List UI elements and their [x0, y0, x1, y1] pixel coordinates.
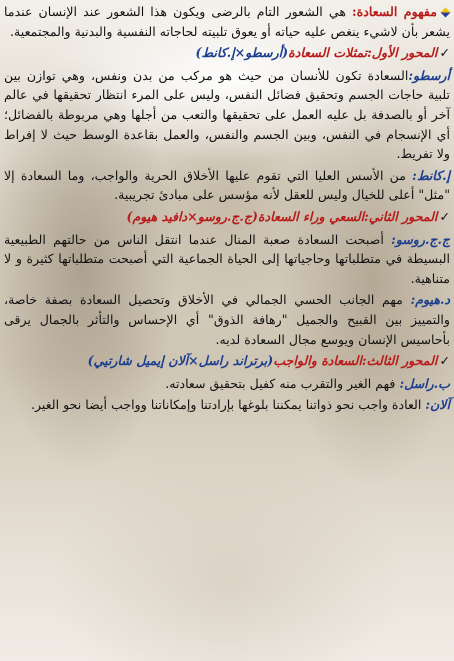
intro-term: مفهوم السعادة:: [352, 4, 437, 19]
section-1-paragraph-1-term: أرسطو:: [408, 67, 450, 83]
section-2-paragraph-1-term: ج.ج.روسو:: [391, 231, 450, 247]
section-2-paragraph-2-text: مهم الجانب الحسي الجمالي في الأخلاق وتحصيل السعادة بصفة خاصة، والتمييز بين القبيح والجميل "رهافة الذوق" أي الإحساس والتأثر بالجمال يرقى بأحاسيس الإنسان ويوسع مجال السعادة لديه.: [4, 292, 450, 347]
section-1-title: المحور الأول:تمثلات السعادة: [288, 45, 438, 61]
section-2-heading: [4, 207, 450, 227]
section-3-paragraph-2: [4, 395, 450, 415]
section-2-title: المحور الثاني:السعي وراء السعادة: [257, 208, 438, 224]
diamond-bullet-icon: [441, 8, 450, 17]
intro-paragraph: [4, 2, 450, 41]
section-3-paragraph-1-text: فهم الغير والتقرب منه كفيل بتحقيق سعادته.: [165, 375, 400, 391]
section-3-paragraph-2-text: العادة واجب نحو ذواتنا يمكننا بلوغها بإرادتنا وإمكاناتنا وواجب أيضا نحو الغير.: [30, 397, 426, 413]
section-2-authors: (ج.ج.روسو×دافيد هيوم): [126, 208, 258, 224]
checkmark-icon: ✓: [439, 353, 450, 369]
section-2-paragraph-1: [4, 230, 450, 289]
section-1-paragraph-2: [4, 166, 450, 205]
section-3-paragraph-1-term: ب.راسل:: [399, 375, 450, 391]
intro-text: هي الشعور التام بالرضى ويكون هذا الشعور عند الإنسان عندما يشعر بأن لاشيء ينغص عليه حياته أو يعوق تلبيته لحاجاته النفسية والبدنية والمجتمعية.: [4, 4, 450, 39]
checkmark-icon: ✓: [439, 45, 450, 61]
section-1-paragraph-1: [4, 66, 450, 164]
checkmark-icon: ✓: [439, 208, 450, 224]
section-3-paragraph-1: [4, 374, 450, 394]
section-3-paragraph-2-term: آلان:: [425, 397, 450, 413]
section-2-paragraph-2: [4, 290, 450, 349]
section-1-authors: (أرسطو×إ.كانط): [195, 45, 289, 61]
document-body: [4, 2, 450, 417]
section-1-paragraph-1-text: السعادة تكون للأنسان من حيث هو مركب من بدن ونفس، وهي توازن بين تلبية حاجات الجسم وتحقيق فضائل النفس، وليس على المرء انتظار تحقيقها في عالم آخر أو بالصدفة بل عليه العمل على تحقيقها والتعب من أجلها وهي مربوطة بالفضائل؛أي الإنسجام في النفس، وبين الجسم والنفس، والعمل بقاعدة الوسط حيث لا إفراط ولا تفريط.: [4, 67, 450, 162]
section-3-heading: [4, 351, 450, 371]
section-3-authors: (برتراند راسل×آلان إيميل شارتيي): [87, 353, 274, 369]
section-2-paragraph-1-text: أصبحت السعادة صعبة المنال عندما انتقل الناس من حالتهم الطبيعية البسيطة في متطلباتها وحاجياتها إلى الحياة الجماعية التي أصبحت متطلباتها كثيرة و لا متناهية.: [4, 231, 450, 286]
section-2-paragraph-2-term: د.هيوم:: [410, 292, 450, 308]
section-3-title: المحور الثالث:السعادة والواجب: [273, 353, 438, 369]
section-1-paragraph-2-text: من الأسس العليا التي تقوم عليها الأخلاق الحرية والواجب، وما السعادة إلا "مثل" أعلى للخيال وليس للعقل لأنه مؤسس على مبادئ تجريبية.: [4, 167, 450, 203]
section-1-heading: [4, 43, 450, 63]
section-1-paragraph-2-term: إ.كانط:: [412, 167, 450, 183]
